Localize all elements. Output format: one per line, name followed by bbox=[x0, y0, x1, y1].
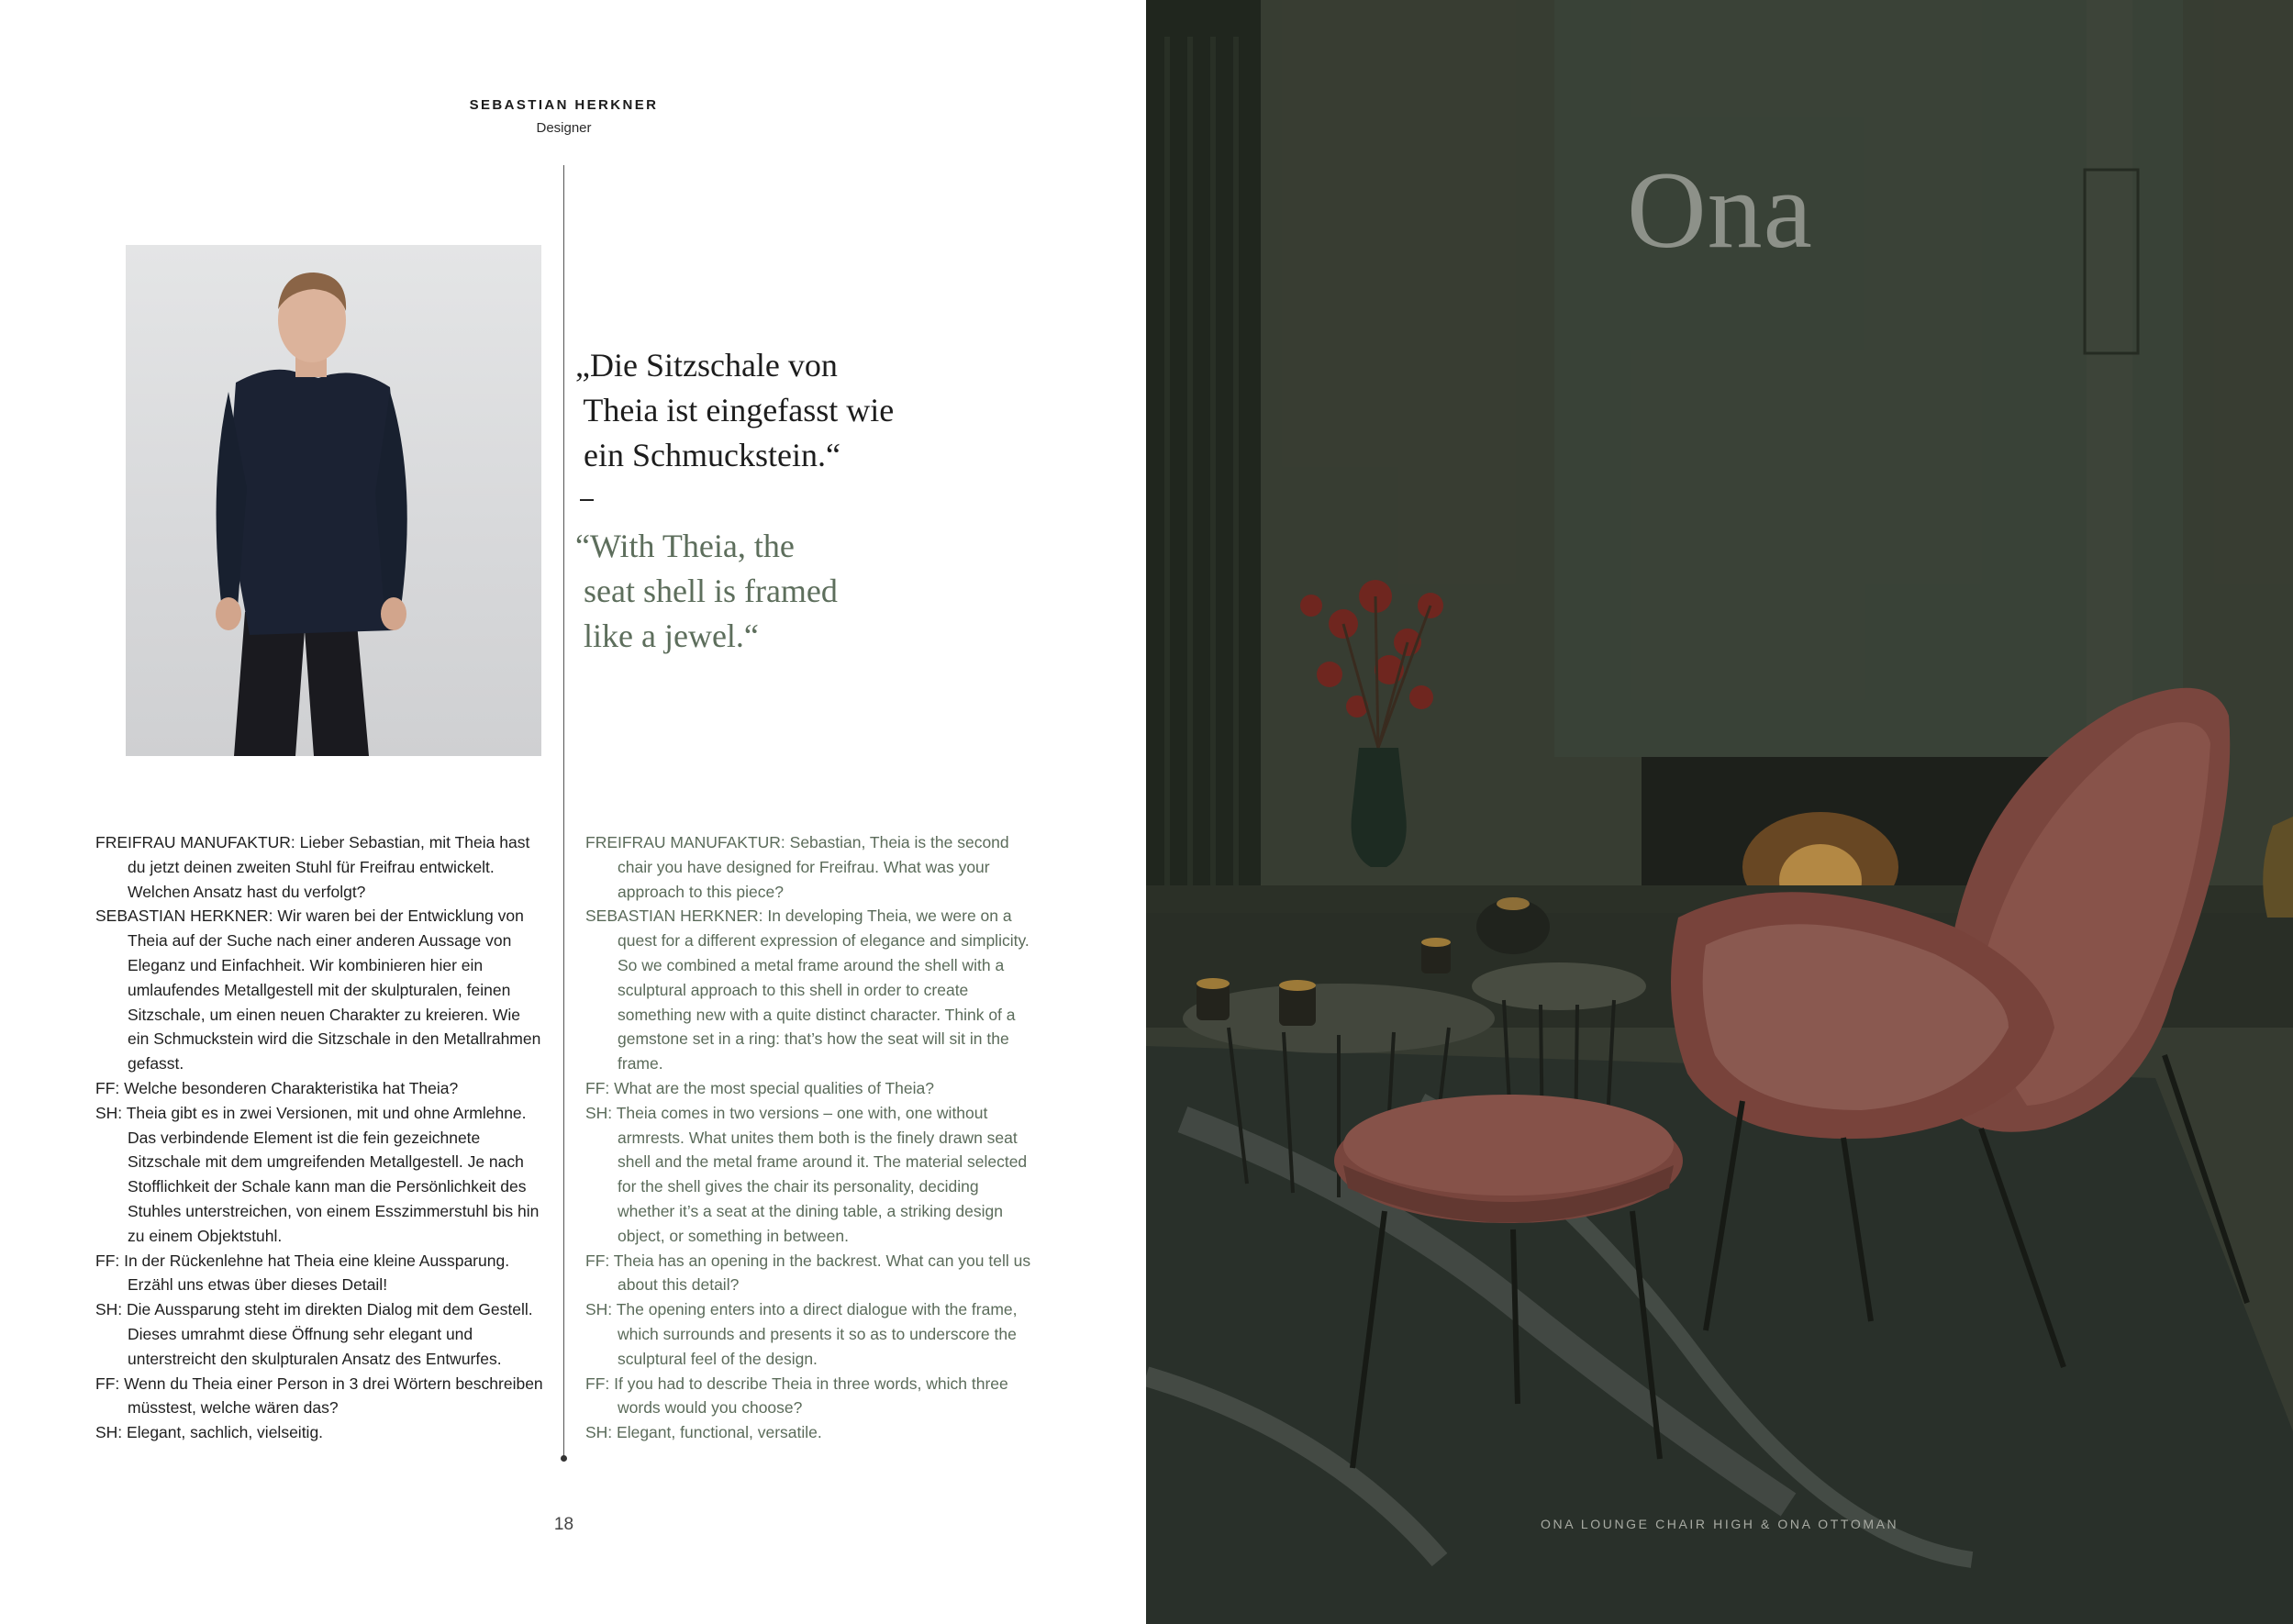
quote-line: like a jewel.“ bbox=[575, 617, 759, 654]
quote-english bbox=[575, 524, 979, 659]
interview-paragraph: FF: Wenn du Theia einer Person in 3 drei Wörtern beschreiben müsstest, welche wären das? bbox=[95, 1374, 543, 1418]
designer-name: SEBASTIAN HERKNER bbox=[469, 97, 659, 113]
quote-line: seat shell is framed bbox=[575, 573, 838, 609]
product-title: Ona bbox=[1627, 149, 1813, 271]
interview-paragraph: SH: Die Aussparung steht im direkten Dialog mit dem Gestell. Dieses umrahmt diese Öffnung sehr elegant und unterstreicht den skulpturalen Ansatz des Entwurfes. bbox=[95, 1300, 533, 1368]
interview-german bbox=[95, 830, 545, 1445]
interview-paragraph: FF: If you had to describe Theia in three words, which three words would you choose? bbox=[585, 1374, 1008, 1418]
interview-paragraph: FF: In der Rückenlehne hat Theia eine kleine Aussparung. Erzähl uns etwas über dieses Detail! bbox=[95, 1251, 510, 1295]
photo-caption: ONA LOUNGE CHAIR HIGH & ONA OTTOMAN bbox=[1541, 1517, 1899, 1531]
interview-paragraph: SH: Elegant, functional, versatile. bbox=[585, 1423, 822, 1442]
interview-paragraph: FF: What are the most special qualities of Theia? bbox=[585, 1078, 934, 1097]
interview-english bbox=[585, 830, 1035, 1445]
interview-paragraph: SEBASTIAN HERKNER: In developing Theia, we were on a quest for a different expression of elegance and simplicity. So we combined a metal frame around the shell with a sculptural approach to this shell in order to create something new with a quite distinct character. Think of a gemstone set in a ring: that’s how the seat will sit in the frame. bbox=[585, 907, 1030, 1073]
interview-paragraph: FREIFRAU MANUFAKTUR: Sebastian, Theia is the second chair you have designed for Freifrau. What was your approach to this piece? bbox=[585, 833, 1009, 901]
quote-line: “With Theia, the bbox=[575, 528, 795, 564]
interview-paragraph: FF: Theia has an opening in the backrest. What can you tell us about this detail? bbox=[585, 1251, 1031, 1295]
column-divider bbox=[563, 165, 564, 1461]
portrait-illustration bbox=[126, 245, 541, 756]
designer-role: Designer bbox=[536, 120, 592, 136]
interview-paragraph: SH: Theia comes in two versions – one with, one without armrests. What unites them both is the finely drawn seat shell and the metal frame around it. The material selected for the shell gives the chair its personality, deciding whether it’s a seat at the dining table, a striking design object, or something in between. bbox=[585, 1103, 1028, 1245]
interview-paragraph: FREIFRAU MANUFAKTUR: Lieber Sebastian, mit Theia hast du jetzt deinen zweiten Stuhl für Freifrau entwickelt. Welchen Ansatz hast du verfolgt? bbox=[95, 833, 530, 901]
interview-paragraph: SH: Theia gibt es in zwei Versionen, mit und ohne Armlehne. Das verbindende Element ist die fein gezeichnete Sitzschale mit dem umgreifenden Metallgestell. Je nach Stofflichkeit der Schale kann man die Persönlichkeit des Stuhles unterstreichen, von einem Esszimmerstuhl bis hin zu einem Objektstuhl. bbox=[95, 1103, 540, 1245]
interview-paragraph: SEBASTIAN HERKNER: Wir waren bei der Entwicklung von Theia auf der Suche nach einer anderen Aussage von Eleganz und Einfachheit. Wir kombinieren hier ein umlaufendes Metallgestell mit der skulpturalen, feinen Sitzschale, um einen neuen Charakter zu kreieren. Wie ein Schmuckstein wird die Sitzschale in den Metallrahmen gefasst. bbox=[95, 907, 541, 1073]
quote-line: Theia ist eingefasst wie bbox=[575, 392, 895, 428]
interview-paragraph: SH: The opening enters into a direct dialogue with the frame, which surrounds and presents it so as to underscore the sculptural feel of the design. bbox=[585, 1300, 1018, 1368]
left-page bbox=[0, 0, 1146, 1624]
divider-end-dot bbox=[561, 1455, 567, 1462]
quote-german bbox=[575, 343, 979, 478]
quote-line: „Die Sitzschale von bbox=[575, 347, 838, 384]
interview-paragraph: FF: Welche besonderen Charakteristika hat Theia? bbox=[95, 1078, 459, 1097]
quote-separator-dash bbox=[580, 499, 594, 501]
quote-line: ein Schmuckstein.“ bbox=[575, 437, 840, 473]
designer-portrait bbox=[126, 245, 541, 756]
interview-paragraph: SH: Elegant, sachlich, vielseitig. bbox=[95, 1423, 324, 1442]
page-number: 18 bbox=[553, 1515, 574, 1534]
